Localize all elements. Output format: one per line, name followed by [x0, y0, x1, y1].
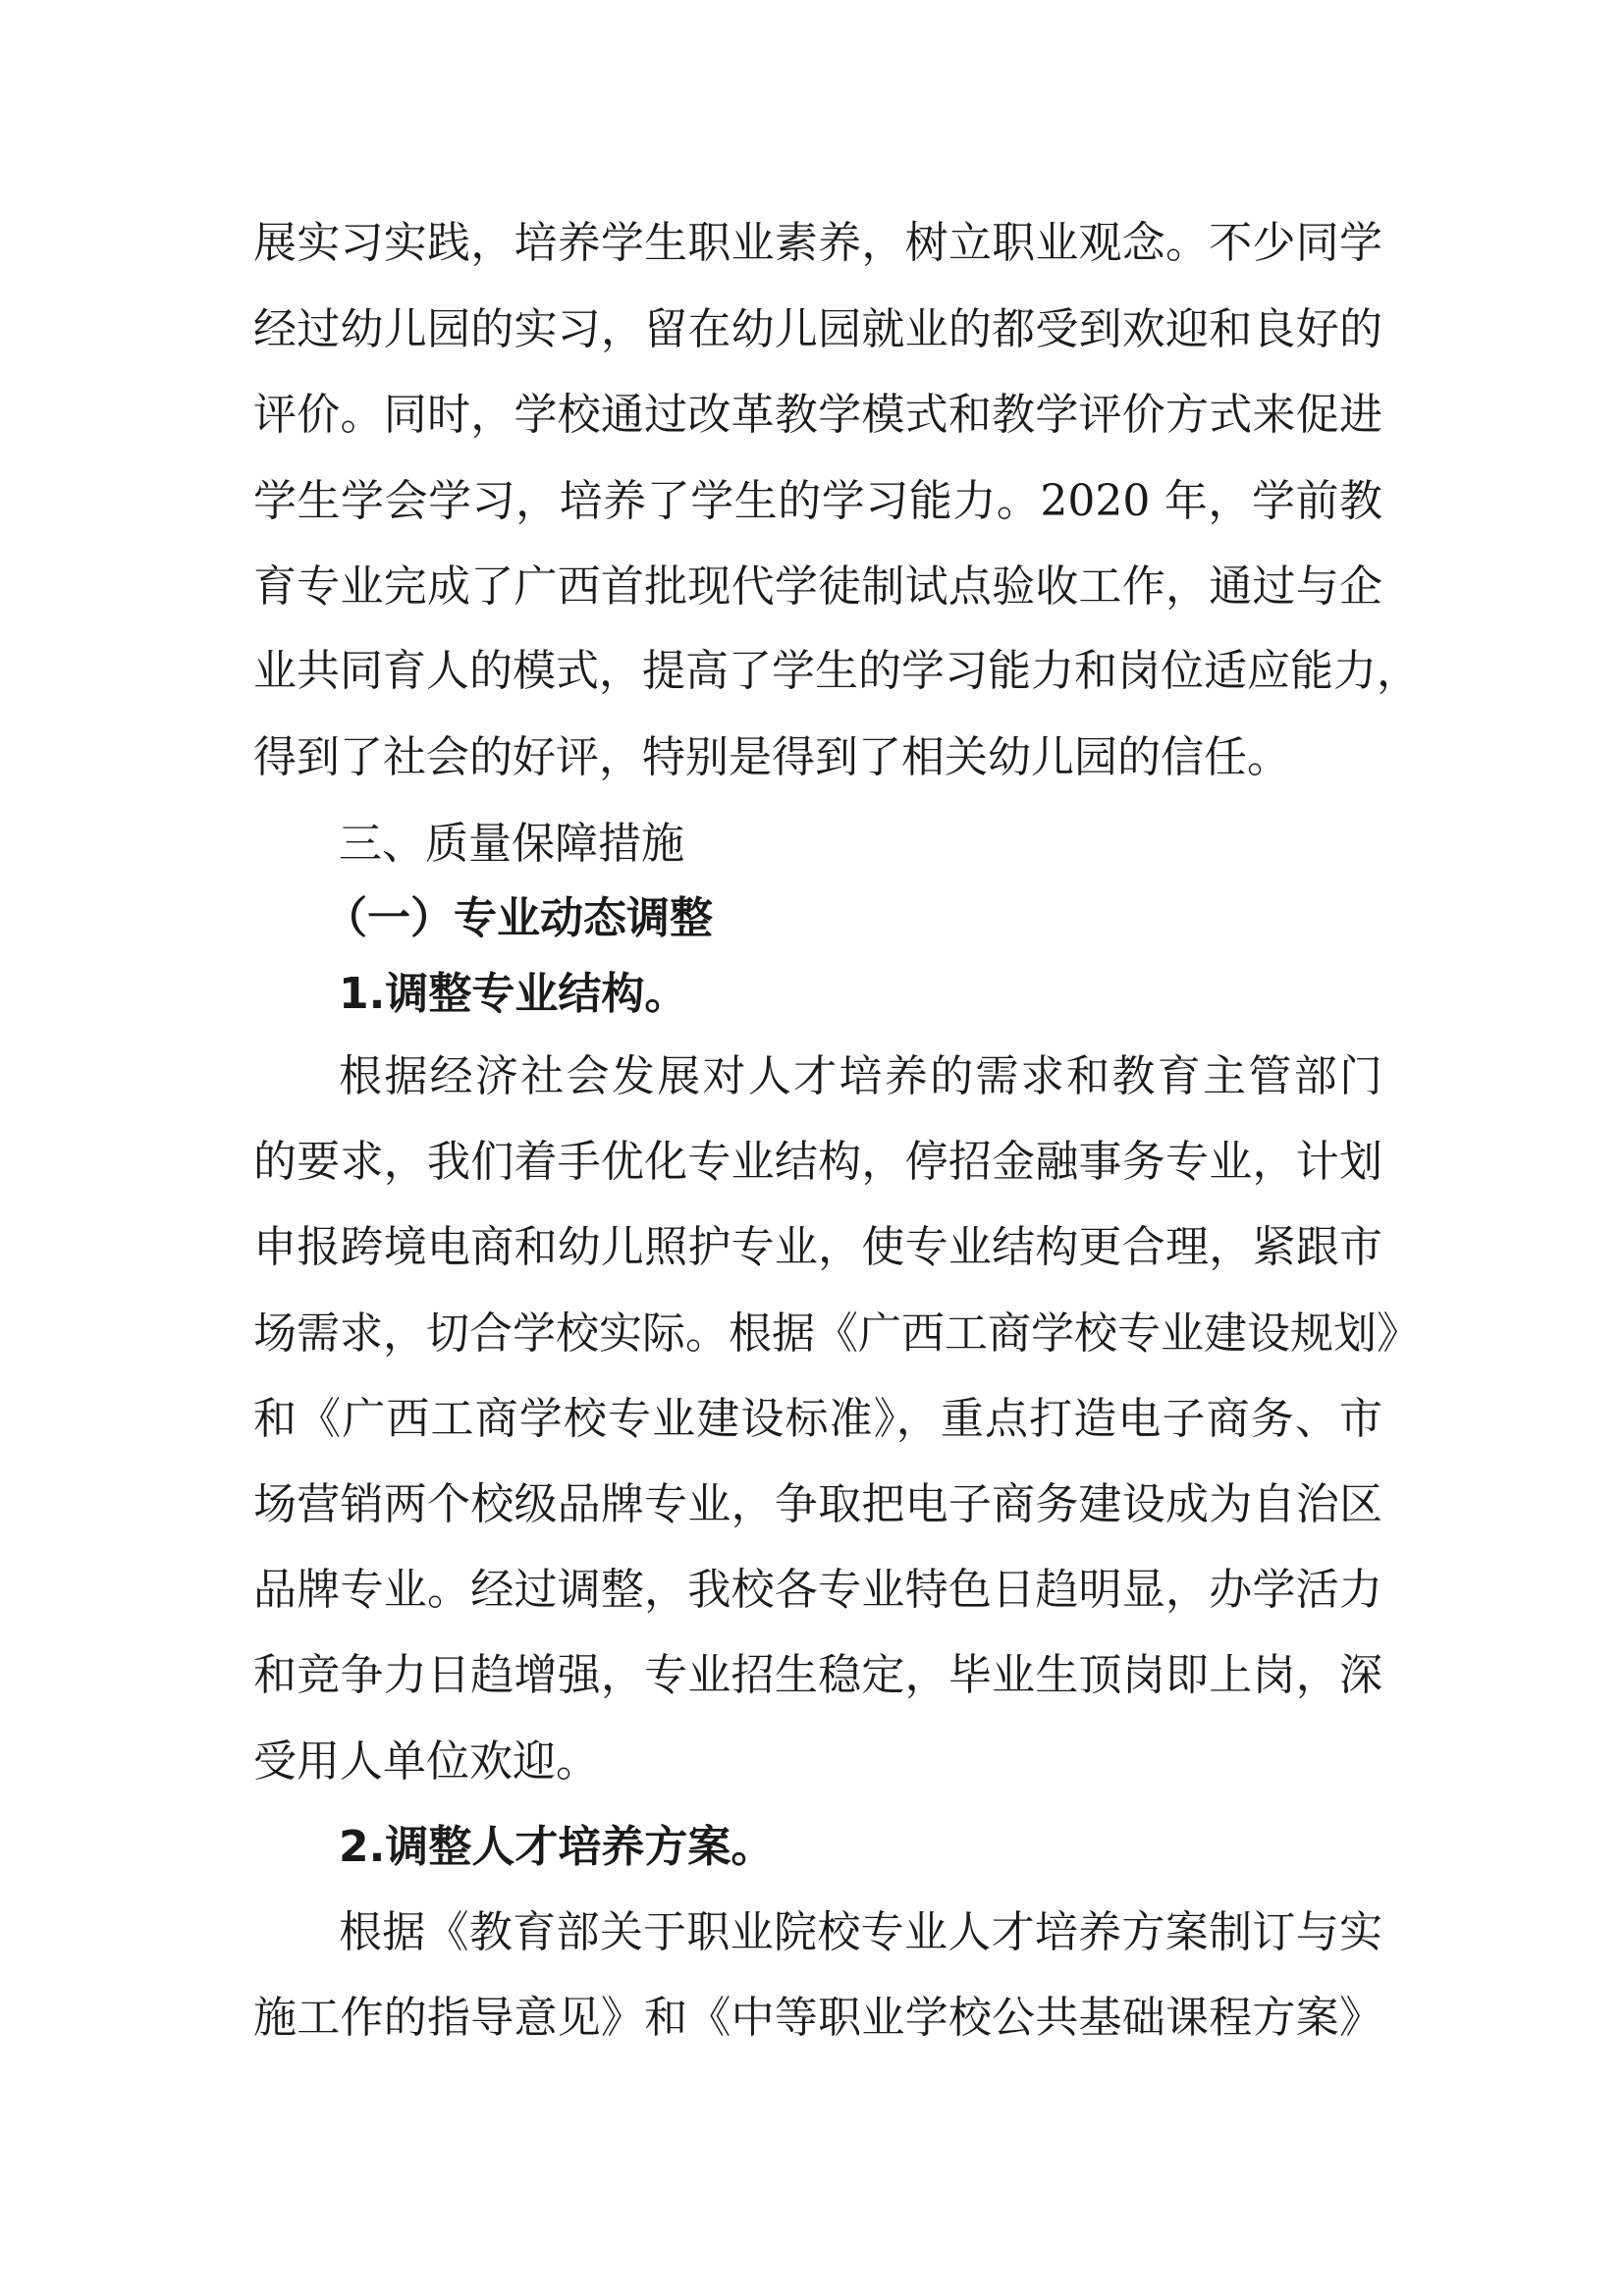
- paragraph-line: 和竞争力日趋增强，专业招生稳定，毕业生顶岗即上岗，深: [253, 1650, 1382, 1700]
- paragraph-line: 根据《教育部关于职业院校专业人才培养方案制订与实: [339, 1907, 1382, 1957]
- paragraph-line: 场需求，切合学校实际。根据《广西工商学校专业建设规划》: [253, 1308, 1420, 1359]
- paragraph-line: 场营销两个校级品牌专业，争取把电子商务建设成为自治区: [253, 1479, 1382, 1529]
- paragraph-line: 业共同育人的模式，提高了学生的学习能力和岗位适应能力，: [253, 646, 1420, 696]
- paragraph-line: 的要求，我们着手优化专业结构，停招金融事务专业，计划: [253, 1137, 1382, 1187]
- item-heading: 1.调整专业结构。: [339, 969, 688, 1019]
- paragraph-line: 受用人单位欢迎。: [253, 1736, 599, 1787]
- paragraph-line: 申报跨境电商和幼儿照护专业，使专业结构更合理，紧跟市: [253, 1222, 1382, 1272]
- paragraph-line: 展实习实践，培养学生职业素养，树立职业观念。不少同学: [253, 218, 1382, 268]
- paragraph-line: 学生学会学习，培养了学生的学习能力。2020 年，学前教: [253, 476, 1382, 526]
- paragraph-line: 品牌专业。经过调整，我校各专业特色日趋明显，办学活力: [253, 1565, 1382, 1615]
- subsection-heading: （一）专业动态调整: [324, 893, 713, 943]
- paragraph-line: 施工作的指导意见》和《中等职业学校公共基础课程方案》: [253, 1993, 1382, 2043]
- paragraph-line: 和《广西工商学校专业建设标准》，重点打造电子商务、市: [253, 1394, 1382, 1444]
- paragraph-line: 育专业完成了广西首批现代学徒制试点验收工作，通过与企: [253, 561, 1382, 612]
- paragraph-line: 经过幼儿园的实习，留在幼儿园就业的都受到欢迎和良好的: [253, 304, 1382, 354]
- paragraph-line: 根据经济社会发展对人才培养的需求和教育主管部门: [339, 1051, 1382, 1101]
- paragraph-line: 评价。同时，学校通过改革教学模式和教学评价方式来促进: [253, 390, 1382, 440]
- paragraph-line: 得到了社会的好评，特别是得到了相关幼儿园的信任。: [253, 732, 1290, 782]
- item-heading: 2.调整人才培养方案。: [339, 1822, 775, 1872]
- section-heading: 三、质量保障措施: [339, 819, 684, 869]
